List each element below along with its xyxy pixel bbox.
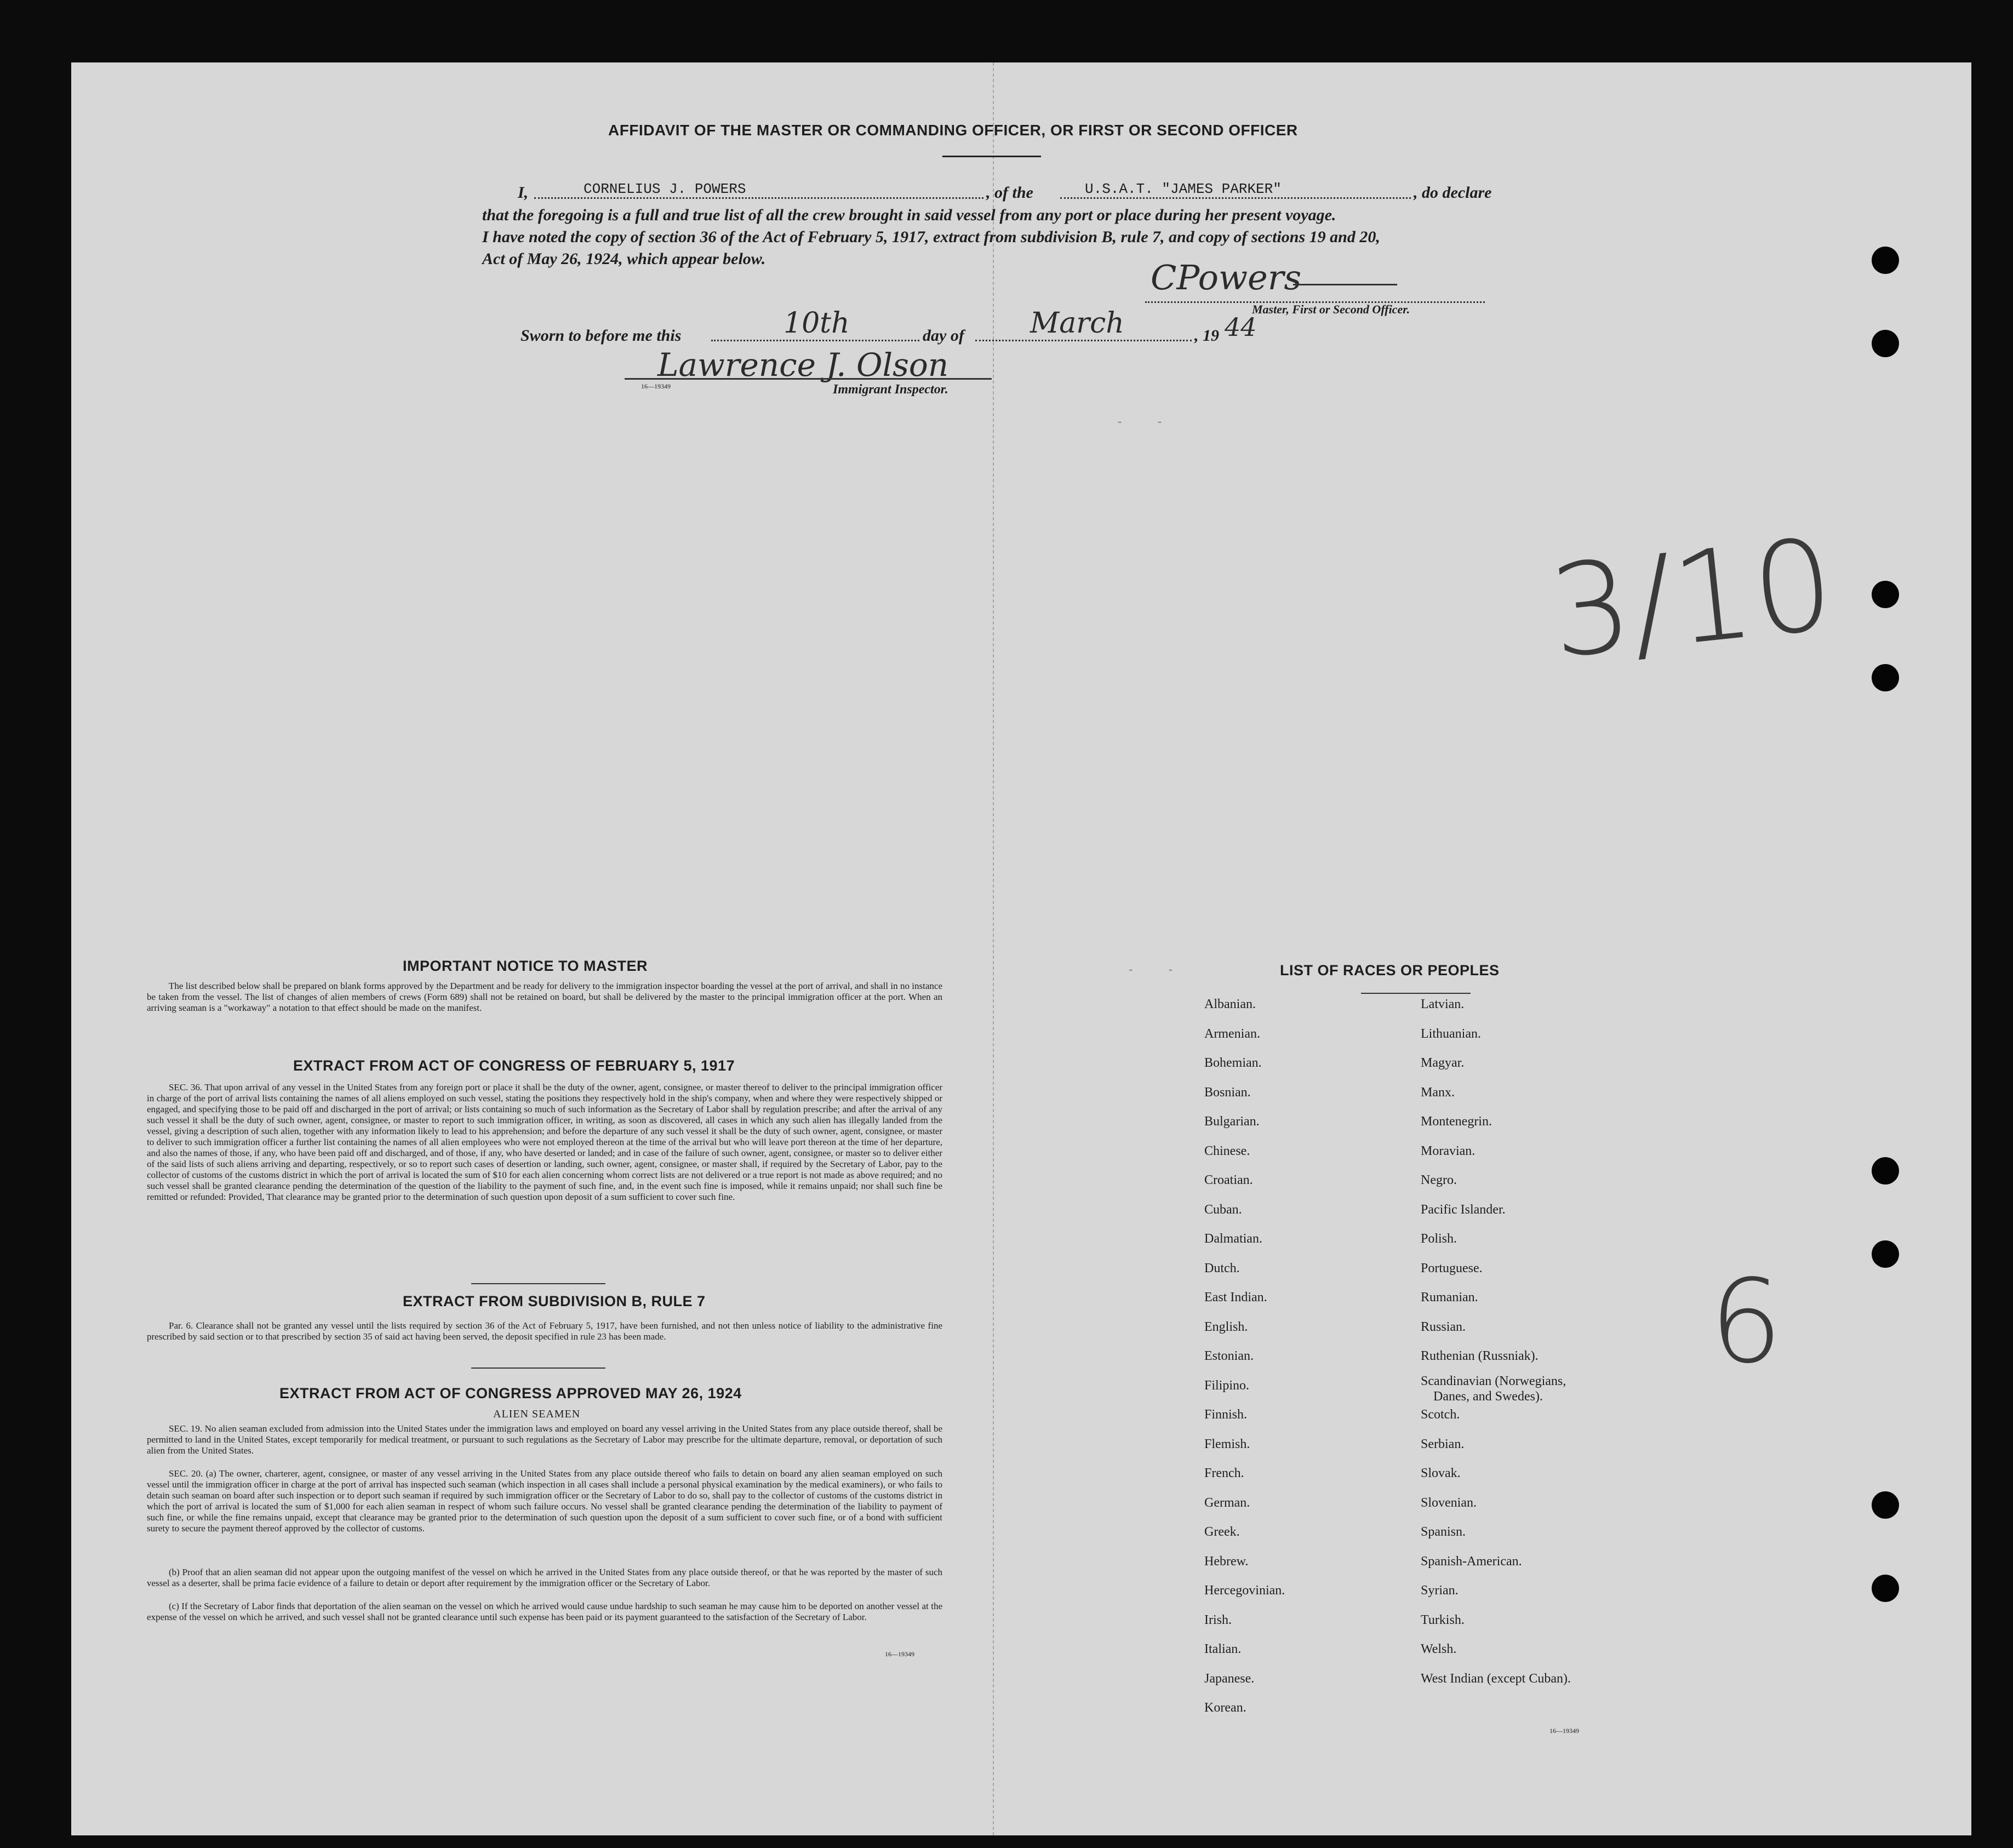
extract-rule7-title: EXTRACT FROM SUBDIVISION B, RULE 7 <box>403 1293 706 1309</box>
race-item: Slovak. <box>1421 1466 1461 1480</box>
date-annotation: 3/10 <box>1543 511 1841 687</box>
race-item: Spanish-American. <box>1421 1554 1522 1569</box>
race-item: Negro. <box>1421 1173 1457 1187</box>
affidavit-prefix: I, <box>518 184 529 202</box>
race-item: Italian. <box>1204 1642 1242 1656</box>
race-item: Finnish. <box>1204 1408 1248 1422</box>
affidavit-title: AFFIDAVIT OF THE MASTER OR COMMANDING OFFICER, OR FIRST OR SECOND OFFICER <box>608 122 1298 139</box>
race-item: East Indian. <box>1204 1290 1267 1305</box>
races-rule <box>1361 993 1471 994</box>
race-item: Chinese. <box>1204 1143 1250 1158</box>
page-number-annotation: 6 <box>1709 1255 1783 1389</box>
affidavit-line-2: that the foregoing is a full and true list of all the crew brought in said vessel from any port or place during her present voyage. <box>482 206 1336 224</box>
race-item: Rumanian. <box>1421 1290 1478 1305</box>
race-item: Ruthenian (Russniak). <box>1421 1349 1539 1363</box>
punch-hole <box>1872 664 1899 691</box>
punch-hole <box>1872 581 1899 608</box>
inspector-line <box>625 378 992 380</box>
race-item: Danes, and Swedes). <box>1433 1389 1543 1404</box>
sworn-prefix: Sworn to before me this <box>521 327 682 345</box>
fold-marks: - - <box>1129 962 1190 976</box>
extract-rule7-body: Par. 6. Clearance shall not be granted any vessel until the lists required by section 36 of the Act of February 5, 1917, have been furnished, and not then unless notice of liability to the administrative fine prescribed by said section or to that prescribed by section 35 of said act having been served, the deposit specified in rule 23 has been made. <box>147 1320 942 1342</box>
notice-body: The list described below shall be prepared on blank forms approved by the Department and be ready for delivery to the immigration inspector boarding the vessel at the port of arrival, and shall in no instance be taken from the vessel. The list of changes of alien members of crews (Form 689) shall not be retained on board, but shall be delivered by the master to the principal immigration officer at the port. When an arriving seaman is a "workaway" a notation to that effect should be made on the manifest. <box>147 981 942 1013</box>
race-item: Filipino. <box>1204 1378 1250 1393</box>
race-item: Welsh. <box>1421 1642 1457 1656</box>
race-item: West Indian (except Cuban). <box>1421 1671 1571 1686</box>
race-item: Japanese. <box>1204 1671 1255 1686</box>
name-fill-line <box>534 197 983 199</box>
sworn-year-prefix: , 19 <box>1194 327 1219 345</box>
race-item: Bulgarian. <box>1204 1114 1260 1129</box>
affidavit-line-4: Act of May 26, 1924, which appear below. <box>482 250 766 268</box>
race-item: Scandinavian (Norwegians, <box>1421 1374 1566 1388</box>
race-item: Moravian. <box>1421 1143 1476 1158</box>
race-item: Korean. <box>1204 1701 1246 1715</box>
section-rule <box>471 1283 605 1284</box>
race-item: Lithuanian. <box>1421 1026 1481 1041</box>
race-item: Syrian. <box>1421 1583 1459 1598</box>
extract-1917-title: EXTRACT FROM ACT OF CONGRESS OF FEBRUARY 5, 1917 <box>293 1057 735 1074</box>
race-item: Spanisn. <box>1421 1525 1466 1539</box>
race-item: Irish. <box>1204 1612 1232 1627</box>
race-item: Manx. <box>1421 1085 1455 1100</box>
notice-title: IMPORTANT NOTICE TO MASTER <box>403 958 648 974</box>
sec19-body: SEC. 19. No alien seaman excluded from admission into the United States under the immigration laws and employed on board any vessel arriving in the United States from any place outside thereof, shall be permitted to land in the United States, except temporarily for medical treatment, or pursuant to such regulations as the Secretary of Labor may prescribe for the ultimate departure, removal, or deportation of such alien from the United States. <box>147 1423 942 1456</box>
race-item: Hebrew. <box>1204 1554 1249 1569</box>
race-item: French. <box>1204 1466 1244 1480</box>
punch-hole <box>1872 1491 1899 1519</box>
inspector-caption: Immigrant Inspector. <box>833 382 948 397</box>
race-item: Armenian. <box>1204 1026 1260 1041</box>
punch-hole <box>1872 1240 1899 1268</box>
race-item: Russian. <box>1421 1319 1466 1334</box>
race-item: German. <box>1204 1495 1250 1510</box>
month-fill-line <box>975 340 1192 341</box>
fold-marks: - - <box>1118 414 1179 428</box>
race-item: Montenegrin. <box>1421 1114 1492 1129</box>
form-number: 16—19349 <box>641 382 671 390</box>
race-item: Polish. <box>1421 1232 1457 1246</box>
sec20b-body: (b) Proof that an alien seaman did not appear upon the outgoing manifest of the vessel on which he arrived in the United States from any place outside thereof, or that he was reported by the master of such vessel as a deserter, shall be prima facie evidence of a failure to detain or deport after requirement by the immigration officer or the Secretary of Labor. <box>147 1567 942 1588</box>
affidavit-declare: , do declare <box>1414 184 1492 202</box>
race-item: Cuban. <box>1204 1202 1242 1217</box>
race-item: Albanian. <box>1204 997 1256 1011</box>
race-item: Portuguese. <box>1421 1261 1483 1275</box>
race-item: Magyar. <box>1421 1056 1465 1070</box>
race-item: Greek. <box>1204 1525 1240 1539</box>
race-item: Slovenian. <box>1421 1495 1477 1510</box>
punch-hole <box>1872 330 1899 357</box>
sworn-day: 10th <box>784 307 850 340</box>
signature-caption: Master, First or Second Officer. <box>1252 302 1410 316</box>
race-item: Bosnian. <box>1204 1085 1251 1100</box>
race-item: English. <box>1204 1319 1248 1334</box>
signature-flourish <box>1293 284 1397 285</box>
sworn-month: March <box>1030 307 1124 340</box>
extract-1924-title: EXTRACT FROM ACT OF CONGRESS APPROVED MAY 26, 1924 <box>279 1385 742 1401</box>
master-signature: CPowers <box>1151 258 1302 297</box>
fold-line <box>993 62 994 1835</box>
extract-1917-body: SEC. 36. That upon arrival of any vessel in the United States from any foreign port or place it shall be the duty of the owner, agent, consignee, or master thereof to deliver to the principal immigration officer in charge of the port of arrival lists containing the names of all aliens employed on such vessel, stating the positions they respectively hold in the ship's company, when and where they were respectively shipped or engaged, and specifying those to be paid off and discharged in the port of arrival; or lists containing so much of such information as the Secretary of Labor shall by regulation prescribe; and after the arrival of any such vessel it shall be the duty of such owner, agent, consignee, or master to report to such immigration officer, in writing, as soon as discovered, all cases in which any such alien has illegally landed from the vessel, giving a description of such alien, together with any information likely to lead to his apprehension; and before the departure of any such vessel it shall be the duty of such owner, agent, consignee, or master to deliver to such immigration officer a further list containing the names of all alien employees who were not employed thereon at the time of the arrival but who will leave port thereon at the time of her departure, and also the names of those, if any, who have been paid off and discharged, and of those, if any, who have deserted or landed; and in case of the failure of such owner, agent, consignee, or master so to deliver either of the said lists of such aliens arriving and departing, respectively, or so to report such cases of desertion or landing, such owner, agent, consignee, or master shall, if required by the Secretary of Labor, pay to the collector of customs of the customs district in which the port of arrival is located the sum of $10 for each alien concerning whom correct lists are not delivered or a true report is not made as above required; and no such vessel shall be granted clearance pending the determination of the question of the liability to the payment of such fine, and, in the event such fine is imposed, while it remains unpaid; nor shall such fine be remitted or refunded: Provided, That clearance may be granted prior to the determination of such question upon deposit of a sum sufficient to cover such fine. <box>147 1082 942 1202</box>
vessel-name: U.S.A.T. "JAMES PARKER" <box>1085 181 1282 197</box>
race-item: Dutch. <box>1204 1261 1240 1275</box>
race-item: Pacific Islander. <box>1421 1202 1506 1217</box>
race-item: Latvian. <box>1421 997 1465 1011</box>
inspector-signature: Lawrence J. Olson <box>657 346 949 384</box>
vessel-fill-line <box>1060 197 1411 199</box>
day-fill-line <box>711 340 919 341</box>
races-title: LIST OF RACES OR PEOPLES <box>1280 962 1500 979</box>
race-item: Dalmatian. <box>1204 1232 1262 1246</box>
race-item: Turkish. <box>1421 1612 1465 1627</box>
sec20a-body: SEC. 20. (a) The owner, charterer, agent, consignee, or master of any vessel arriving in the United States from any place outside thereof who fails to detain on board any alien seaman employed on such vessel until the immigration officer in charge at the port of arrival has inspected such seaman (which inspection in all cases shall include a personal physical examination by the medical examiners), or who fails to detain such seaman on board after such inspection or to deport such seaman if required by such immigration officer or the Secretary of Labor to do so, shall pay to the collector of customs of the customs district in which the port of arrival is located the sum of $1,000 for each alien seaman in respect of whom such failure occurs. No vessel shall be granted clearance pending the determination of the liability to payment of such fine, or while the fine remains unpaid, except that clearance may be granted prior to the determination of such question upon the deposit of a sum sufficient to cover such fine, or of a bond with sufficient surety to secure the payment thereof approved by the collector of customs. <box>147 1468 942 1534</box>
race-item: Croatian. <box>1204 1173 1253 1187</box>
affidavit-of-the: , of the <box>986 184 1033 202</box>
affidavit-line-3: I have noted the copy of section 36 of the Act of February 5, 1917, extract from subdivision B, rule 7, and copy of sections 19 and 20, <box>482 228 1380 246</box>
form-number: 16—19349 <box>885 1650 914 1658</box>
sec20c-body: (c) If the Secretary of Labor finds that deportation of the alien seaman on the vessel on which he arrived would cause undue hardship to such seaman he may cause him to be deported on another vessel at the expense of the vessel on which he arrived, and such vessel shall not be granted clearance until such expense has been paid or its payment guaranteed to the satisfaction of the Secretary of Labor. <box>147 1601 942 1622</box>
master-name: CORNELIUS J. POWERS <box>584 181 746 197</box>
race-item: Scotch. <box>1421 1408 1460 1422</box>
punch-hole <box>1872 1575 1899 1602</box>
races-list <box>1204 997 1643 1742</box>
sworn-year: 44 <box>1225 312 1257 342</box>
race-item: Bohemian. <box>1204 1056 1262 1070</box>
race-item: Estonian. <box>1204 1349 1254 1363</box>
punch-hole <box>1872 1157 1899 1185</box>
form-number: 16—19349 <box>1549 1727 1579 1735</box>
section-rule <box>471 1368 605 1369</box>
race-item: Flemish. <box>1204 1437 1250 1451</box>
sworn-day-of: day of <box>923 327 964 345</box>
race-item: Serbian. <box>1421 1437 1465 1451</box>
title-rule <box>942 156 1041 157</box>
punch-hole <box>1872 247 1899 274</box>
race-item: Hercegovinian. <box>1204 1583 1285 1598</box>
extract-1924-subtitle: ALIEN SEAMEN <box>493 1408 581 1420</box>
